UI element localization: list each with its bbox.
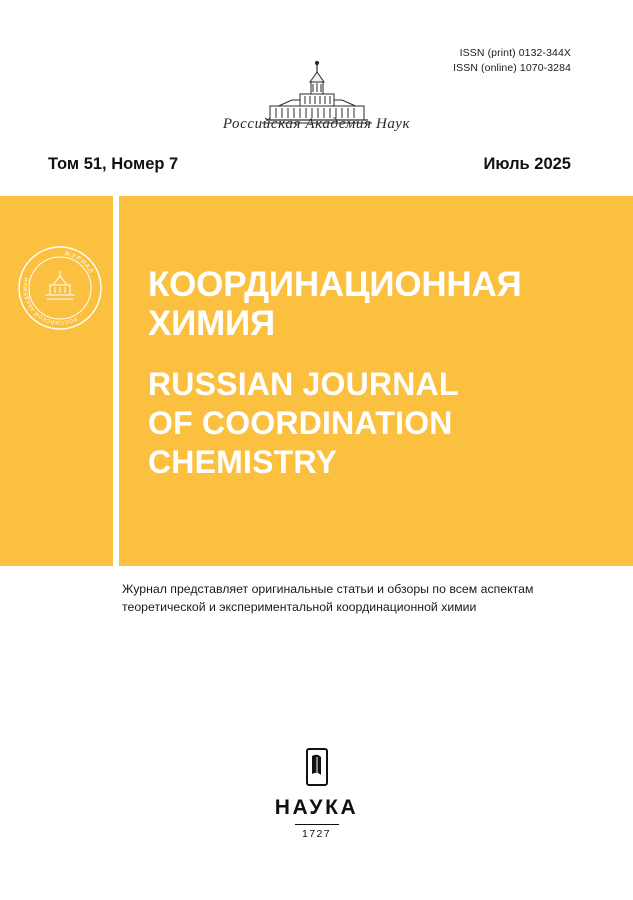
academy-script-text: Российская Академия Наук xyxy=(222,116,411,132)
issn-print: ISSN (print) 0132-344X xyxy=(459,47,571,59)
issue-meta-row xyxy=(48,155,571,174)
issue-date-label: Июль 2025 xyxy=(483,155,571,173)
publisher-name: НАУКА xyxy=(274,796,359,819)
journal-seal xyxy=(17,245,103,331)
svg-text:ЖУРНАЛ: ЖУРНАЛ xyxy=(63,250,95,276)
journal-description: Журнал представляет оригинальные статьи и обзоры по всем аспектам теоретической и экспериментальной координационной химии xyxy=(122,582,534,615)
cover-titles xyxy=(148,265,608,482)
nauka-publisher-mark-icon xyxy=(302,748,332,788)
publisher-block xyxy=(0,748,633,840)
title-english-line-1: RUSSIAN JOURNAL xyxy=(148,366,459,403)
issn-online: ISSN (online) 1070-3284 xyxy=(453,62,571,75)
publisher-year: 1727 xyxy=(302,828,331,840)
title-russian: КООРДИНАЦИОННАЯ ХИМИЯ xyxy=(148,265,522,344)
title-english-line-3: CHEMISTRY xyxy=(148,444,338,481)
journal-seal-icon xyxy=(17,245,103,331)
publisher-rule xyxy=(295,824,339,825)
volume-label: Том 51, Номер 7 xyxy=(48,155,179,173)
svg-text:РОССИЙСКОЙ АКАДЕМИИ: РОССИЙСКОЙ АКАДЕМИИ xyxy=(22,276,78,326)
band-divider xyxy=(113,196,119,566)
academy-emblem xyxy=(0,60,633,133)
title-english xyxy=(148,365,608,482)
title-english-line-2: OF COORDINATION xyxy=(148,405,453,442)
